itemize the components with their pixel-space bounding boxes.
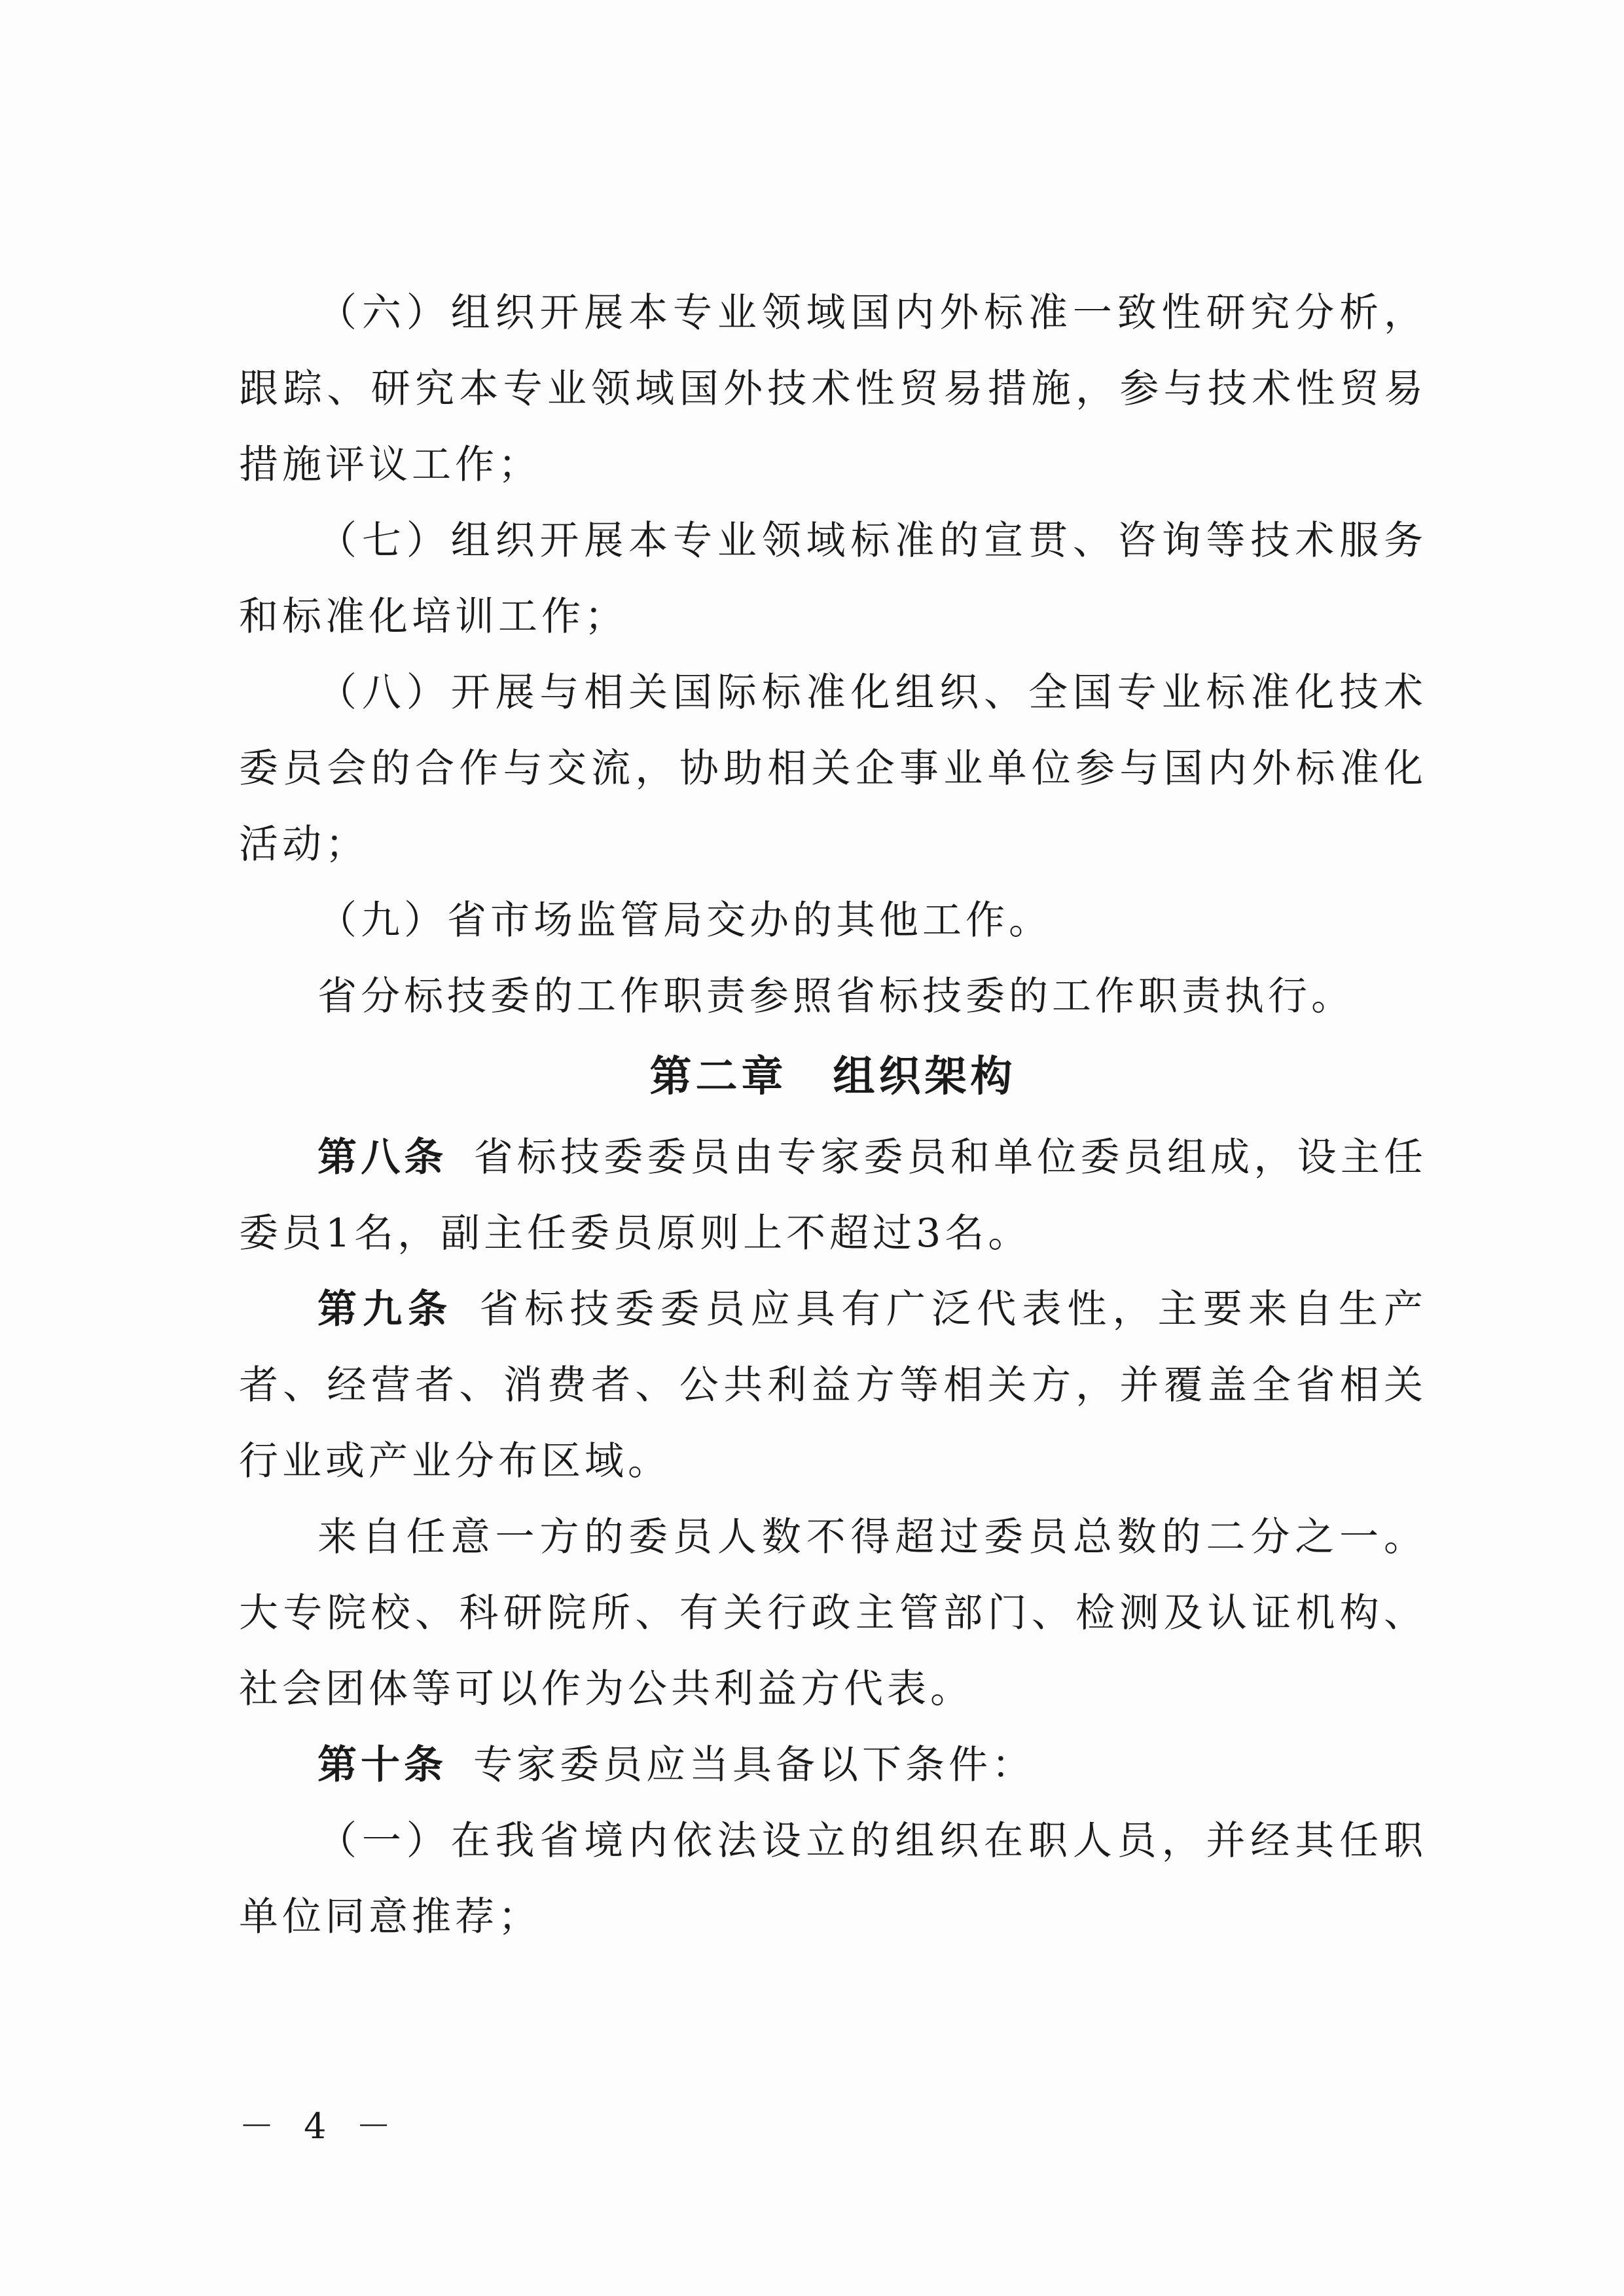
paragraph-item-8: （八）开展与相关国际标准化组织、全国专业标准化技术委员会的合作与交流，协助相关企事业单位参与国内外标准化活动； [239, 670, 1427, 867]
chapter-heading [239, 1034, 1427, 1120]
chapter-number: 第二章 [649, 1052, 787, 1101]
article-8-text: 省标技委委员由专家委员和单位委员组成，设主任委员1名，副主任委员原则上不超过3名。 [239, 1135, 1427, 1256]
paragraph-representation-limit: 来自任意一方的委员人数不得超过委员总数的二分之一。大专院校、科研院所、有关行政主管部门、检测及认证机构、社会团体等可以作为公共利益方代表。 [239, 1514, 1427, 1712]
article-8 [239, 1120, 1427, 1271]
article-9 [239, 1271, 1427, 1499]
article-9-label: 第九条 [317, 1286, 454, 1332]
paragraph-item-6: （六）组织开展本专业领域国内外标准一致性研究分析，跟踪、研究本专业领域国外技术性贸易措施，参与技术性贸易措施评议工作； [239, 290, 1427, 488]
paragraph-item-7: （七）组织开展本专业领域标准的宣贯、咨询等技术服务和标准化培训工作； [239, 518, 1427, 640]
paragraph-condition-1: （一）在我省境内依法设立的组织在职人员，并经其任职单位同意推荐； [239, 1818, 1427, 1940]
article-10 [239, 1727, 1427, 1803]
article-9-text: 省标技委委员应具有广泛代表性，主要来自生产者、经营者、消费者、公共利益方等相关方，并覆盖全省相关行业或产业分布区域。 [239, 1286, 1428, 1484]
article-10-label: 第十条 [317, 1742, 447, 1788]
article-8-label: 第八条 [317, 1135, 448, 1180]
page-number: － 4 － [239, 2105, 401, 2147]
paragraph-subcommittee-duties: 省分标技委的工作职责参照省标技委的工作职责执行。 [317, 974, 1354, 1019]
article-10-text: 专家委员应当具备以下条件： [473, 1742, 1035, 1788]
document-body [239, 275, 1427, 1955]
chapter-title: 组织架构 [833, 1052, 1017, 1101]
paragraph-item-9: （九）省市场监管局交办的其他工作。 [317, 898, 1052, 943]
